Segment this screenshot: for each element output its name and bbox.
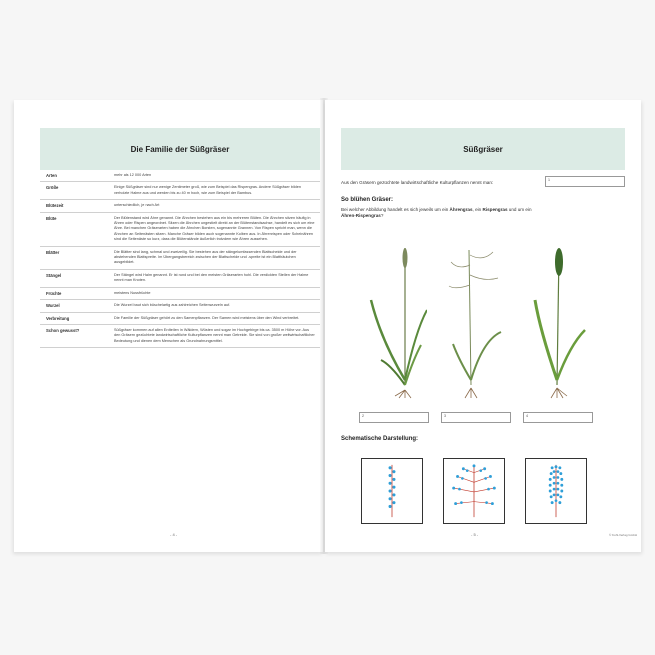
right-page — [325, 100, 641, 552]
answer-box-1[interactable] — [545, 176, 625, 187]
row-value: Einige Süßgräser sind nur wenige Zentimeter groß, wie zum Beispiel das Rispengras. Andere Süßgräser bilden verholzte Halme aus und werden bis zu 40 m hoch, wie zum Beispiel der Bambus. — [114, 185, 301, 195]
info-table — [40, 170, 320, 348]
left-page-title: Die Familie der Süßgräser — [40, 128, 320, 170]
row-label: Verbreitung — [46, 315, 70, 321]
table-row — [40, 288, 320, 300]
answer-box-4[interactable] — [523, 412, 593, 423]
row-label: Wurzel — [46, 303, 60, 309]
spike-grass-illustration — [361, 240, 427, 400]
row-value: Die Blätter sind lang, schmal und zweizeilig. Sie bestehen aus der stängelumfassenden Blattscheide und der abstehenden Blattspreite. Im Übergangsbereich zwischen der Blattscheide und -spreite ist ein Blatthäutchen ausgebildet. — [114, 249, 297, 265]
right-page-title: Süßgräser — [341, 128, 625, 170]
left-page-number: - 4 - — [170, 532, 178, 537]
row-value: Der Stängel wird Halm genannt. Er ist rund und bei den meisten Gräserarten hohl. Die verdickten Stellen der Halme nennt man Knoten. — [114, 272, 309, 283]
row-value: Die Wurzel baut sich büschelartig aus zahlreichen Seitenwurzeln auf. — [114, 303, 231, 308]
bloom-heading: So blühen Gräser: — [341, 197, 394, 203]
row-value: Die Familie der Süßgräser gehört zu den Samenpflanzen. Der Samen wird meistens über den Wind verbreitet. — [114, 315, 300, 320]
row-value: mehr als 12 000 Arten — [114, 173, 152, 177]
row-label: Blätter — [46, 249, 60, 255]
answer-box-3[interactable] — [441, 412, 511, 423]
row-value: unterschiedlich, je nach Art — [114, 203, 160, 208]
schematic-spike-panicle — [525, 458, 587, 524]
intro-text: Aus den Gräsern gezüchtete landwirtschaftliche Kulturpflanzen nennt man: — [341, 180, 494, 185]
table-row — [40, 213, 320, 247]
row-label: Arten — [46, 173, 57, 178]
table-row — [40, 170, 320, 182]
table-row — [40, 270, 320, 288]
question-bold-1: Ährengras — [449, 207, 473, 212]
spike-panicle-grass-illustration — [525, 240, 591, 400]
publisher-credit: © Kohl-Verlag GmbH — [609, 533, 638, 537]
answer-box-4-number: 4 — [526, 414, 528, 418]
table-row — [40, 313, 320, 325]
question-end: ? — [380, 213, 384, 218]
table-row — [40, 300, 320, 312]
question-text-1: Bei welcher Abbildung handelt es sich jeweils um ein — [341, 207, 450, 212]
schematic-spike — [361, 458, 423, 524]
question-text-3: und um ein — [507, 207, 532, 212]
question-bold-2: Rispengras — [482, 207, 508, 212]
question-text-2: , ein — [472, 207, 483, 212]
schematic-heading: Schematische Darstellung: — [341, 436, 419, 442]
table-row — [40, 247, 320, 270]
row-label: Größe — [46, 185, 59, 191]
right-page-number: - 5 - — [471, 532, 479, 537]
row-value: Der Blütenstand wird Ähre genannt. Die Ährchen bestehen aus ein bis mehreren Blüten. Die Ährchen sitzen häufig in Ähren oder Rispen angeordnet. Sitzen die Ährchen ungestielt direkt an der Blütenstandsachse, handelt es sich um eine Ähre. Bei manchen Gräserarten haben die Ährchen Borsten, sogenannte Grannen. Von Rispen spricht man, wenn die Ährchen an Seitenästen sitzen. Manche Gräser bilden auch sogenannte Kolben aus. In Ährenrispen oder Scheinähren sind die Seitenäste so kurz, dass die Blütenstände äußerlich trotzdem wie Ähren aussehen. — [114, 215, 315, 242]
row-value: Süßgräser kommen auf allen Erdteilen in Wäldern, Wüsten und sogar im Hochgebirge bis ca. 3500 m Höhe vor. Aus den Gräsern gezüchtete landwirtschaftliche Kulturpflanzen nennt man Getreide. Sie sind von großer weltwirtschaftlicher Bedeutung und dienen dem Menschen als Grundnahrungsmittel. — [114, 327, 315, 343]
left-page — [14, 100, 323, 552]
row-label: Blüte — [46, 215, 57, 221]
schematic-panicle — [443, 458, 505, 524]
table-row — [40, 182, 320, 200]
table-row — [40, 325, 320, 348]
answer-box-3-number: 3 — [444, 414, 446, 418]
row-value: meistens Nussfrüchte — [114, 290, 151, 295]
answer-box-2[interactable] — [359, 412, 429, 423]
bloom-question — [341, 207, 611, 219]
answer-box-2-number: 2 — [362, 414, 364, 418]
table-row — [40, 200, 320, 212]
row-label: Blütezeit — [46, 203, 64, 209]
row-label: Schon gewusst? — [46, 327, 80, 333]
panicle-grass-illustration — [443, 240, 509, 400]
row-label: Stängel — [46, 272, 62, 278]
row-label: Früchte — [46, 290, 62, 296]
answer-box-number: 1 — [548, 178, 550, 182]
question-bold-3: Ähren-Rispengras — [341, 213, 381, 218]
